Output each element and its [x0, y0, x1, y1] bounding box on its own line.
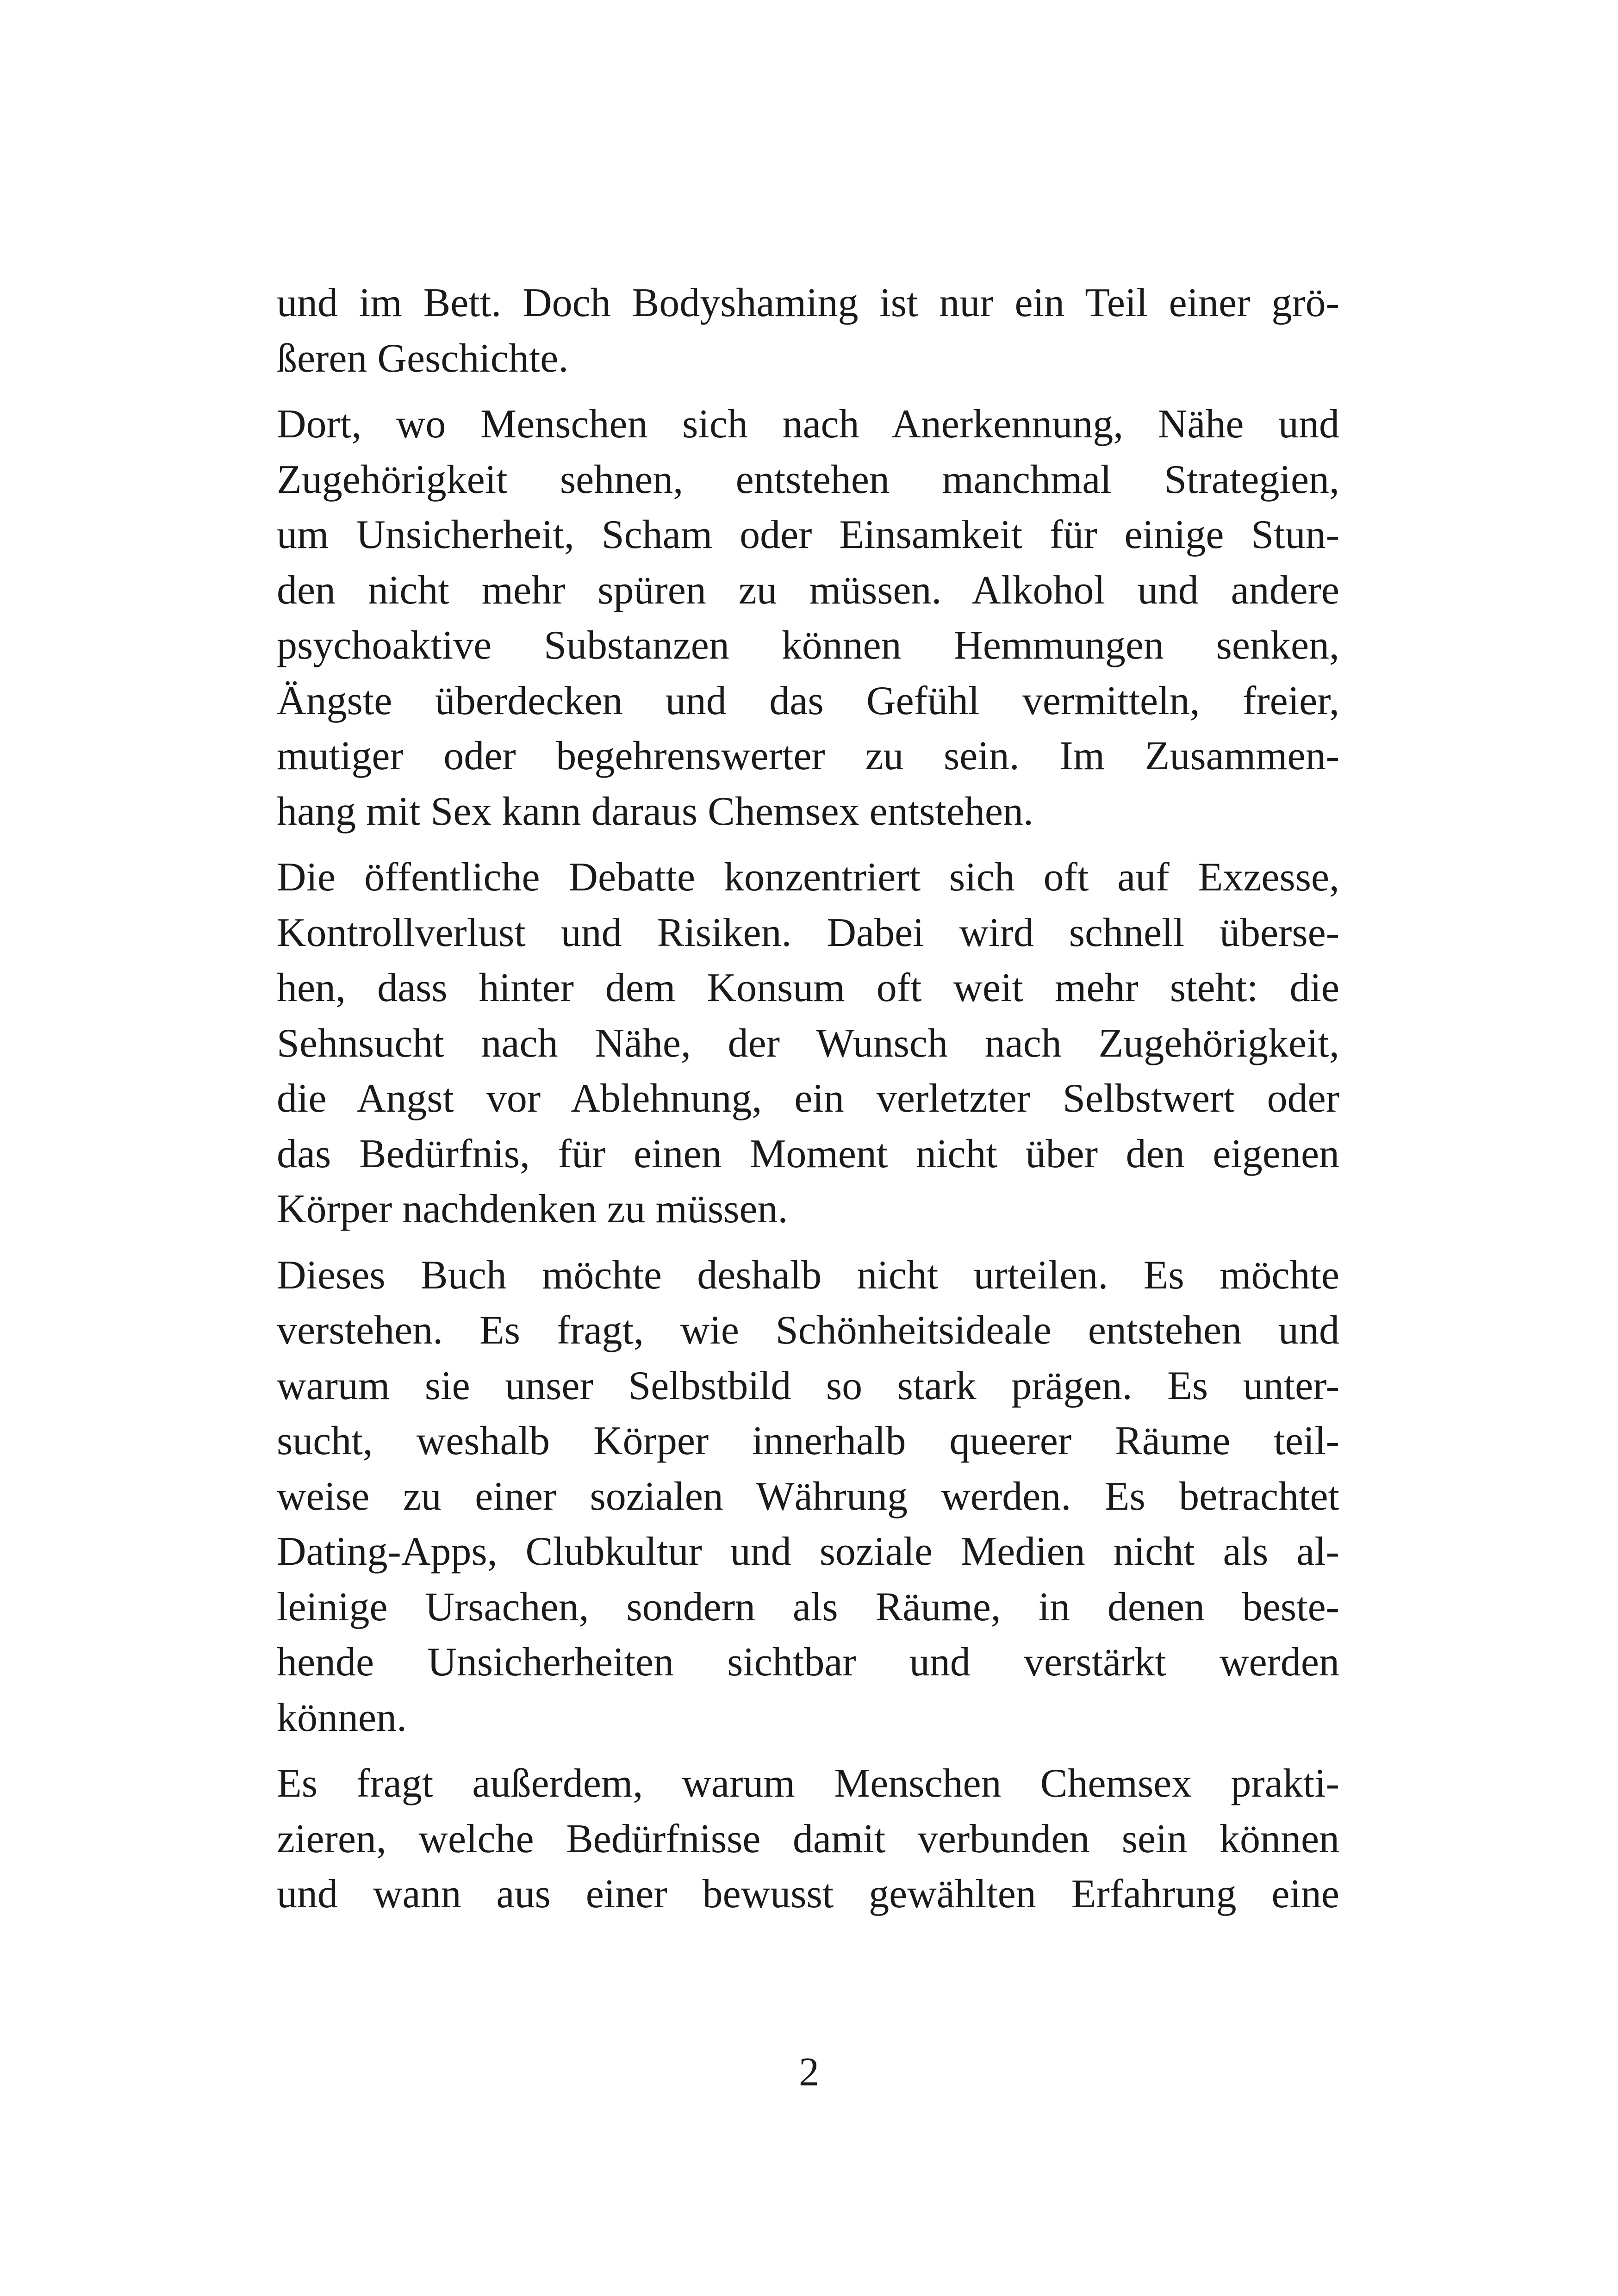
paragraph [277, 1756, 1339, 1922]
paragraph [277, 850, 1339, 1237]
text-line: Die öffentliche Debatte konzentriert sich oft auf Exzesse, [277, 855, 1339, 900]
paragraph-gap [277, 1745, 1339, 1756]
paragraph [277, 275, 1339, 386]
text-line: psychoaktive Substanzen können Hemmungen senken, [277, 623, 1339, 668]
text-line: Dating-Apps, Clubkultur und soziale Medien nicht als al- [277, 1529, 1339, 1574]
text-line: Es fragt außerdem, warum Menschen Chemsex prakti- [277, 1761, 1339, 1806]
text-line: hen, dass hinter dem Konsum oft weit mehr steht: die [277, 965, 1339, 1010]
text-line: leinige Ursachen, sondern als Räume, in denen beste- [277, 1584, 1339, 1630]
text-line: ßeren Geschichte. [277, 336, 569, 381]
text-line: und wann aus einer bewusst gewählten Erfahrung eine [277, 1872, 1339, 1916]
text-line: die Angst vor Ablehnung, ein verletzter Selbstwert oder [277, 1076, 1339, 1121]
text-line: hende Unsicherheiten sichtbar und verstärkt werden [277, 1640, 1339, 1685]
text-line: Kontrollverlust und Risiken. Dabei wird schnell überse- [277, 910, 1339, 955]
paragraph-gap [277, 1237, 1339, 1248]
text-line: verstehen. Es fragt, wie Schönheitsideale entstehen und [277, 1308, 1339, 1353]
text-line: Ängste überdecken und das Gefühl vermitteln, freier, [277, 678, 1339, 723]
text-line: Körper nachdenken zu müssen. [277, 1187, 788, 1232]
text-line: hang mit Sex kann daraus Chemsex entstehen. [277, 789, 1033, 834]
text-line: zieren, welche Bedürfnisse damit verbunden sein können [277, 1816, 1339, 1861]
paragraph [277, 397, 1339, 839]
text-line: mutiger oder begehrenswerter zu sein. Im Zusammen- [277, 734, 1339, 778]
body-text [277, 275, 1339, 1922]
text-line: Sehnsucht nach Nähe, der Wunsch nach Zugehörigkeit, [277, 1020, 1339, 1066]
text-line: Dieses Buch möchte deshalb nicht urteilen. Es möchte [277, 1252, 1339, 1298]
text-line: weise zu einer sozialen Währung werden. Es betrachtet [277, 1474, 1339, 1519]
text-line: das Bedürfnis, für einen Moment nicht über den eigenen [277, 1131, 1339, 1176]
page-number: 2 [799, 2050, 819, 2095]
text-line: den nicht mehr spüren zu müssen. Alkohol und andere [277, 567, 1339, 613]
paragraph-gap [277, 839, 1339, 850]
text-line: warum sie unser Selbstbild so stark prägen. Es unter- [277, 1363, 1339, 1408]
text-line: Zugehörigkeit sehnen, entstehen manchmal Strategien, [277, 457, 1339, 502]
text-line: und im Bett. Doch Bodyshaming ist nur ein Teil einer grö- [277, 280, 1339, 325]
text-line: um Unsicherheit, Scham oder Einsamkeit für einige Stun- [277, 512, 1339, 557]
text-line: können. [277, 1695, 407, 1740]
paragraph-gap [277, 386, 1339, 397]
text-line: sucht, weshalb Körper innerhalb queerer Räume teil- [277, 1419, 1339, 1463]
paragraph [277, 1248, 1339, 1746]
text-line: Dort, wo Menschen sich nach Anerkennung, Nähe und [277, 402, 1339, 447]
